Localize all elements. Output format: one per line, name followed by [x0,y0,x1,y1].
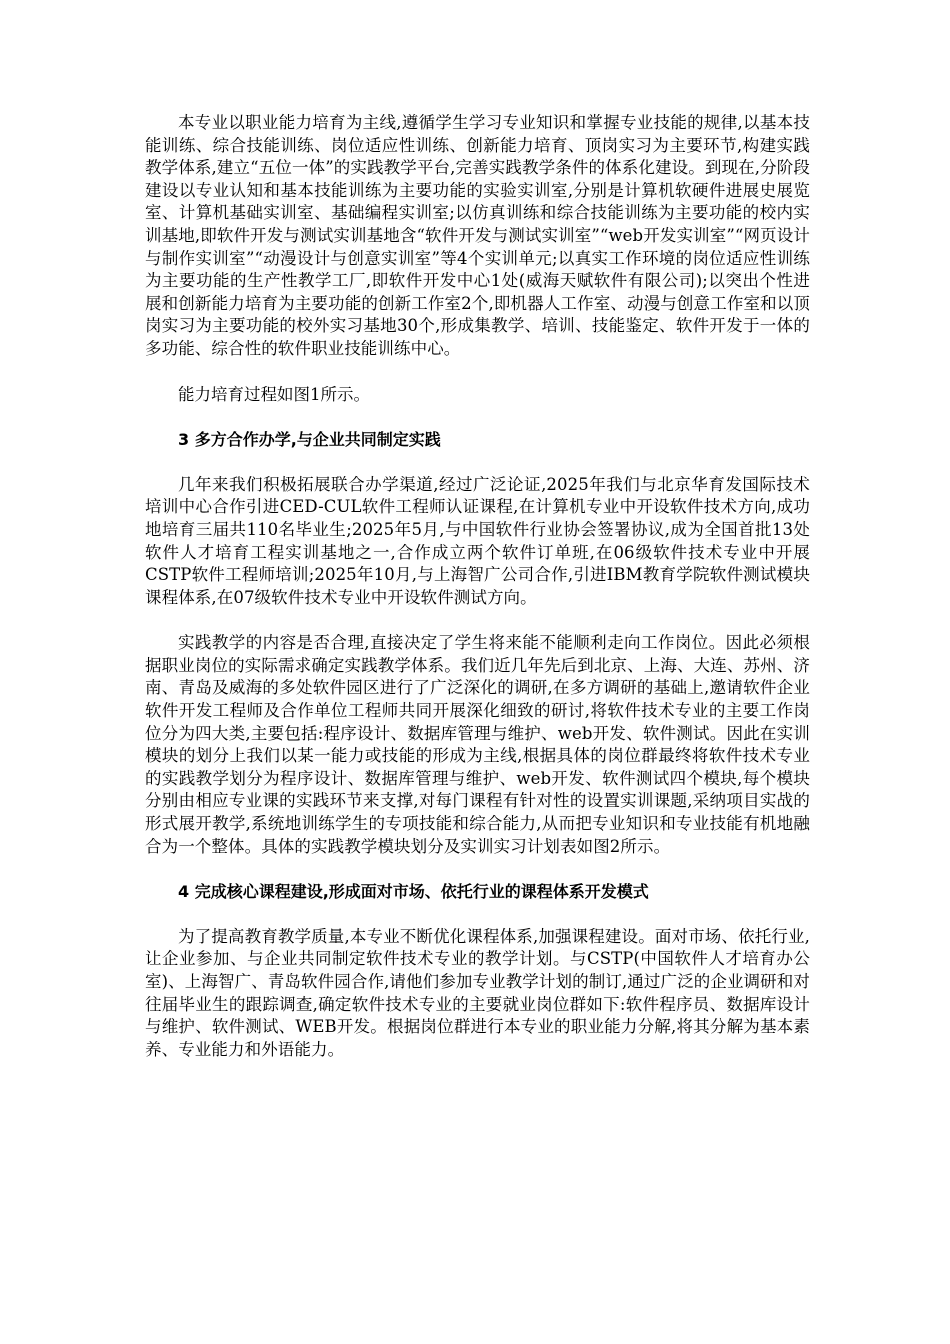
paragraph-cooperation: 几年来我们积极拓展联合办学渠道,经过广泛论证,2025年我们与北京华育发国际技术培训中心合作引进CED-CUL软件工程师认证课程,在计算机专业中开设软件技术方向,成功地培育三届共110名毕业生;2025年5月,与中国软件行业协会签署协议,成为全国首批13处软件人才培育工程实训基地之一,合作成立两个软件订单班,在06级软件技术专业中开展CSTP软件工程师培训;2025年10月,与上海智广公司合作,引进IBM教育学院软件测试模块课程体系,在07级软件技术专业中开设软件测试方向。 [145,474,810,607]
spacer [145,361,810,384]
section-heading-3: 3 多方合作办学,与企业共同制定实践 [178,430,441,450]
spacer [145,858,810,881]
spacer [145,904,810,926]
spacer [145,609,810,632]
paragraph-training-system: 本专业以职业能力培育为主线,遵循学生学习专业知识和掌握专业技能的规律,以基本技能训练、综合技能训练、岗位适应性训练、创新能力培育、顶岗实习为主要环节,构建实践教学体系,建立“五位一体”的实践教学平台,完善实践教学条件的体系化建设。到现在,分阶段建设以专业认知和基本技能训练为主要功能的实验实训室,分别是计算机软硬件进展史展览室、计算机基础实训室、基础编程实训室;以仿真训练和综合技能训练为主要功能的校内实训基地,即软件开发与测试实训基地含“软件开发与测试实训室”“web开发实训室”“网页设计与制作实训室”“动漫设计与创意实训室”等4个实训单元;以真实工作环境的岗位适应性训练为主要功能的生产性教学工厂,即软件开发中心1处(威海天赋软件有限公司);以突出个性进展和创新能力培育为主要功能的创新工作室2个,即机器人工作室、动漫与创意工作室和以顶岗实习为主要功能的校外实习基地30个,形成集教学、培训、技能鉴定、软件开发于一体的多功能、综合性的软件职业技能训练中心。 [145,113,810,358]
spacer [145,406,810,429]
paragraph-practice-teaching: 实践教学的内容是否合理,直接决定了学生将来能不能顺利走向工作岗位。因此必须根据职业岗位的实际需求确定实践教学体系。我们近几年先后到北京、上海、大连、苏州、济南、青岛及威海的多处软件园区进行了广泛深化的调研,在多方调研的基础上,邀请软件企业软件开发工程师及合作单位工程师共同开展深化细致的研讨,将软件技术专业的主要工作岗位分为四大类,主要包括:程序设计、数据库管理与维护、web开发、软件测试。因此在实训模块的划分上我们以某一能力或技能的形成为主线,根据具体的岗位群最终将软件技术专业的实践教学划分为程序设计、数据库管理与维护、web开发、软件测试四个模块,每个模块分别由相应专业课的实践环节来支撑,对每门课程有针对性的设置实训课题,采纳项目实战的形式展开教学,系统地训练学生的专项技能和综合能力,从而把专业知识和专业技能有机地融合为一个整体。具体的实践教学模块划分及实训实习计划表如图2所示。 [145,633,810,856]
paragraph-figure-1-reference: 能力培育过程如图1所示。 [178,384,370,404]
section-heading-4: 4 完成核心课程建设,形成面对市场、依托行业的课程体系开发模式 [178,882,649,902]
paragraph-curriculum: 为了提高教育教学质量,本专业不断优化课程体系,加强课程建设。面对市场、依托行业,让企业参加、与企业共同制定软件技术专业的教学计划。与CSTP(中国软件人才培育办公室)、上海智广、青岛软件园合作,请他们参加专业教学计划的制订,通过广泛的企业调研和对往届毕业生的跟踪调查,确定软件技术专业的主要就业岗位群如下:软件程序员、数据库设计与维护、软件测试、WEB开发。根据岗位群进行本专业的职业能力分解,将其分解为基本素养、专业能力和外语能力。 [145,926,810,1059]
spacer [145,452,810,474]
document-page [145,112,810,1061]
